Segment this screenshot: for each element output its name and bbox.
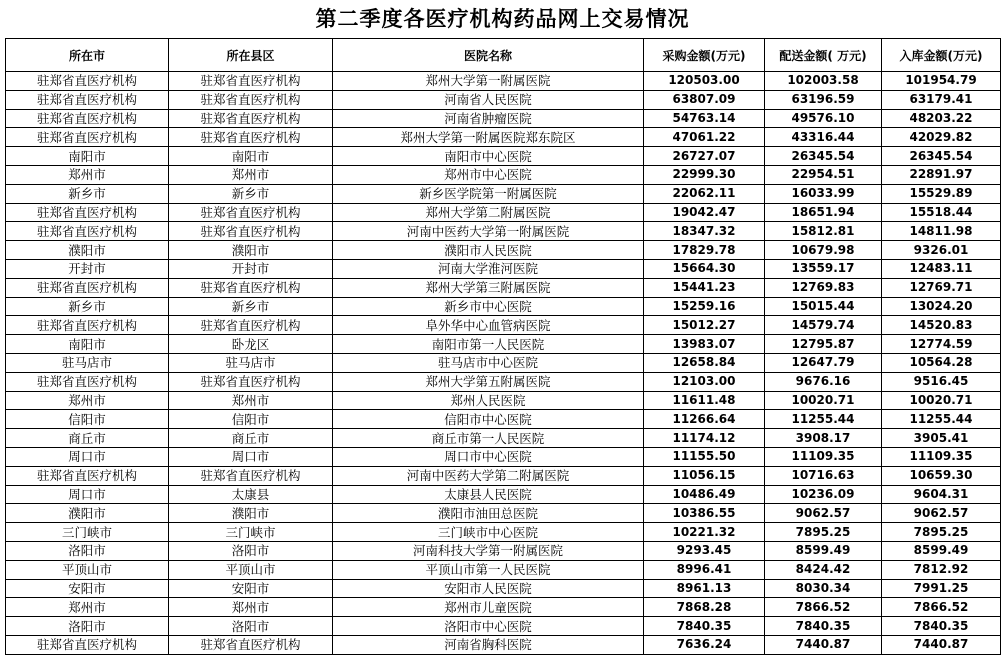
city-cell: 新乡市 <box>6 297 169 316</box>
hospital-name-cell: 安阳市人民医院 <box>333 579 644 598</box>
stock-in-amount-cell: 11255.44 <box>882 410 1001 429</box>
delivery-amount-cell: 10020.71 <box>765 391 882 410</box>
delivery-amount-cell: 12769.83 <box>765 278 882 297</box>
purchase-amount-cell: 11155.50 <box>644 447 765 466</box>
hospital-name-cell: 新乡市中心医院 <box>333 297 644 316</box>
delivery-amount-cell: 14579.74 <box>765 316 882 335</box>
county-cell: 驻郑省直医疗机构 <box>169 316 333 335</box>
table-row <box>6 560 1001 579</box>
stock-in-amount-cell: 14811.98 <box>882 222 1001 241</box>
purchase-amount-cell: 120503.00 <box>644 72 765 91</box>
table-row <box>6 579 1001 598</box>
stock-in-amount-cell: 7440.87 <box>882 635 1001 654</box>
purchase-amount-cell: 10386.55 <box>644 504 765 523</box>
delivery-amount-cell: 13559.17 <box>765 259 882 278</box>
table-row <box>6 259 1001 278</box>
delivery-amount-cell: 7440.87 <box>765 635 882 654</box>
hospital-name-cell: 河南省胸科医院 <box>333 635 644 654</box>
purchase-amount-cell: 11174.12 <box>644 429 765 448</box>
table-body <box>6 72 1001 655</box>
hospital-name-cell: 河南中医药大学第一附属医院 <box>333 222 644 241</box>
purchase-amount-cell: 8961.13 <box>644 579 765 598</box>
table-row <box>6 72 1001 91</box>
county-cell: 驻郑省直医疗机构 <box>169 90 333 109</box>
county-cell: 驻郑省直医疗机构 <box>169 203 333 222</box>
city-cell: 平顶山市 <box>6 560 169 579</box>
city-cell: 周口市 <box>6 485 169 504</box>
city-cell: 驻郑省直医疗机构 <box>6 109 169 128</box>
delivery-amount-cell: 22954.51 <box>765 165 882 184</box>
purchase-amount-cell: 7840.35 <box>644 617 765 636</box>
page-title: 第二季度各医疗机构药品网上交易情况 <box>315 7 690 31</box>
stock-in-amount-cell: 12769.71 <box>882 278 1001 297</box>
header-stock-in-amount: 入库金额(万元) <box>882 39 1001 72</box>
purchase-amount-cell: 47061.22 <box>644 128 765 147</box>
city-cell: 洛阳市 <box>6 541 169 560</box>
transaction-table <box>5 38 1001 655</box>
table-row <box>6 203 1001 222</box>
county-cell: 平顶山市 <box>169 560 333 579</box>
table-row <box>6 109 1001 128</box>
delivery-amount-cell: 8599.49 <box>765 541 882 560</box>
city-cell: 驻郑省直医疗机构 <box>6 90 169 109</box>
delivery-amount-cell: 63196.59 <box>765 90 882 109</box>
county-cell: 驻马店市 <box>169 353 333 372</box>
hospital-name-cell: 周口市中心医院 <box>333 447 644 466</box>
county-cell: 周口市 <box>169 447 333 466</box>
county-cell: 郑州市 <box>169 598 333 617</box>
city-cell: 驻郑省直医疗机构 <box>6 466 169 485</box>
hospital-name-cell: 郑州市儿童医院 <box>333 598 644 617</box>
city-cell: 郑州市 <box>6 598 169 617</box>
purchase-amount-cell: 8996.41 <box>644 560 765 579</box>
city-cell: 驻郑省直医疗机构 <box>6 635 169 654</box>
table-row <box>6 391 1001 410</box>
purchase-amount-cell: 11266.64 <box>644 410 765 429</box>
county-cell: 驻郑省直医疗机构 <box>169 128 333 147</box>
stock-in-amount-cell: 9062.57 <box>882 504 1001 523</box>
city-cell: 新乡市 <box>6 184 169 203</box>
county-cell: 驻郑省直医疗机构 <box>169 278 333 297</box>
table-row <box>6 598 1001 617</box>
hospital-name-cell: 河南省肿瘤医院 <box>333 109 644 128</box>
county-cell: 安阳市 <box>169 579 333 598</box>
header-delivery-amount: 配送金额( 万元) <box>765 39 882 72</box>
city-cell: 南阳市 <box>6 147 169 166</box>
delivery-amount-cell: 10679.98 <box>765 241 882 260</box>
stock-in-amount-cell: 22891.97 <box>882 165 1001 184</box>
city-cell: 驻郑省直医疗机构 <box>6 316 169 335</box>
hospital-name-cell: 濮阳市人民医院 <box>333 241 644 260</box>
county-cell: 驻郑省直医疗机构 <box>169 635 333 654</box>
delivery-amount-cell: 18651.94 <box>765 203 882 222</box>
city-cell: 信阳市 <box>6 410 169 429</box>
delivery-amount-cell: 10716.63 <box>765 466 882 485</box>
purchase-amount-cell: 11056.15 <box>644 466 765 485</box>
county-cell: 驻郑省直医疗机构 <box>169 222 333 241</box>
city-cell: 濮阳市 <box>6 241 169 260</box>
delivery-amount-cell: 12647.79 <box>765 353 882 372</box>
table-row <box>6 222 1001 241</box>
purchase-amount-cell: 17829.78 <box>644 241 765 260</box>
hospital-name-cell: 南阳市中心医院 <box>333 147 644 166</box>
stock-in-amount-cell: 7866.52 <box>882 598 1001 617</box>
city-cell: 安阳市 <box>6 579 169 598</box>
stock-in-amount-cell: 8599.49 <box>882 541 1001 560</box>
table-row <box>6 466 1001 485</box>
table-row <box>6 635 1001 654</box>
delivery-amount-cell: 3908.17 <box>765 429 882 448</box>
header-county: 所在县区 <box>169 39 333 72</box>
county-cell: 太康县 <box>169 485 333 504</box>
delivery-amount-cell: 10236.09 <box>765 485 882 504</box>
table-row <box>6 316 1001 335</box>
delivery-amount-cell: 102003.58 <box>765 72 882 91</box>
delivery-amount-cell: 7895.25 <box>765 523 882 542</box>
stock-in-amount-cell: 26345.54 <box>882 147 1001 166</box>
table-row <box>6 429 1001 448</box>
table-row <box>6 353 1001 372</box>
stock-in-amount-cell: 3905.41 <box>882 429 1001 448</box>
stock-in-amount-cell: 12774.59 <box>882 335 1001 354</box>
delivery-amount-cell: 12795.87 <box>765 335 882 354</box>
county-cell: 驻郑省直医疗机构 <box>169 72 333 91</box>
purchase-amount-cell: 22999.30 <box>644 165 765 184</box>
county-cell: 开封市 <box>169 259 333 278</box>
stock-in-amount-cell: 9604.31 <box>882 485 1001 504</box>
header-purchase-amount: 采购金额(万元) <box>644 39 765 72</box>
stock-in-amount-cell: 7991.25 <box>882 579 1001 598</box>
city-cell: 驻郑省直医疗机构 <box>6 278 169 297</box>
hospital-name-cell: 河南大学淮河医院 <box>333 259 644 278</box>
city-cell: 开封市 <box>6 259 169 278</box>
county-cell: 洛阳市 <box>169 541 333 560</box>
county-cell: 商丘市 <box>169 429 333 448</box>
county-cell: 洛阳市 <box>169 617 333 636</box>
table-row <box>6 90 1001 109</box>
header-hospital-name: 医院名称 <box>333 39 644 72</box>
county-cell: 新乡市 <box>169 297 333 316</box>
delivery-amount-cell: 9062.57 <box>765 504 882 523</box>
hospital-name-cell: 郑州人民医院 <box>333 391 644 410</box>
city-cell: 洛阳市 <box>6 617 169 636</box>
table-row <box>6 241 1001 260</box>
table-row <box>6 372 1001 391</box>
hospital-name-cell: 郑州大学第二附属医院 <box>333 203 644 222</box>
stock-in-amount-cell: 14520.83 <box>882 316 1001 335</box>
stock-in-amount-cell: 9516.45 <box>882 372 1001 391</box>
purchase-amount-cell: 7636.24 <box>644 635 765 654</box>
hospital-name-cell: 河南科技大学第一附属医院 <box>333 541 644 560</box>
purchase-amount-cell: 22062.11 <box>644 184 765 203</box>
county-cell: 卧龙区 <box>169 335 333 354</box>
purchase-amount-cell: 13983.07 <box>644 335 765 354</box>
city-cell: 驻郑省直医疗机构 <box>6 72 169 91</box>
county-cell: 驻郑省直医疗机构 <box>169 466 333 485</box>
city-cell: 周口市 <box>6 447 169 466</box>
purchase-amount-cell: 15664.30 <box>644 259 765 278</box>
stock-in-amount-cell: 7895.25 <box>882 523 1001 542</box>
delivery-amount-cell: 8030.34 <box>765 579 882 598</box>
hospital-name-cell: 阜外华中心血管病医院 <box>333 316 644 335</box>
hospital-name-cell: 太康县人民医院 <box>333 485 644 504</box>
stock-in-amount-cell: 12483.11 <box>882 259 1001 278</box>
city-cell: 三门峡市 <box>6 523 169 542</box>
city-cell: 南阳市 <box>6 335 169 354</box>
stock-in-amount-cell: 10564.28 <box>882 353 1001 372</box>
header-city: 所在市 <box>6 39 169 72</box>
stock-in-amount-cell: 101954.79 <box>882 72 1001 91</box>
city-cell: 郑州市 <box>6 165 169 184</box>
header-row <box>6 39 1001 72</box>
city-cell: 驻郑省直医疗机构 <box>6 128 169 147</box>
delivery-amount-cell: 43316.44 <box>765 128 882 147</box>
table-row <box>6 447 1001 466</box>
city-cell: 商丘市 <box>6 429 169 448</box>
stock-in-amount-cell: 15518.44 <box>882 203 1001 222</box>
delivery-amount-cell: 11109.35 <box>765 447 882 466</box>
delivery-amount-cell: 15015.44 <box>765 297 882 316</box>
hospital-name-cell: 驻马店市中心医院 <box>333 353 644 372</box>
city-cell: 驻马店市 <box>6 353 169 372</box>
delivery-amount-cell: 16033.99 <box>765 184 882 203</box>
purchase-amount-cell: 54763.14 <box>644 109 765 128</box>
purchase-amount-cell: 19042.47 <box>644 203 765 222</box>
delivery-amount-cell: 9676.16 <box>765 372 882 391</box>
hospital-name-cell: 信阳市中心医院 <box>333 410 644 429</box>
county-cell: 信阳市 <box>169 410 333 429</box>
delivery-amount-cell: 11255.44 <box>765 410 882 429</box>
delivery-amount-cell: 7866.52 <box>765 598 882 617</box>
table-row <box>6 297 1001 316</box>
city-cell: 驻郑省直医疗机构 <box>6 203 169 222</box>
stock-in-amount-cell: 7812.92 <box>882 560 1001 579</box>
table-row <box>6 410 1001 429</box>
county-cell: 郑州市 <box>169 391 333 410</box>
purchase-amount-cell: 9293.45 <box>644 541 765 560</box>
hospital-name-cell: 河南省人民医院 <box>333 90 644 109</box>
purchase-amount-cell: 11611.48 <box>644 391 765 410</box>
table-row <box>6 504 1001 523</box>
city-cell: 驻郑省直医疗机构 <box>6 372 169 391</box>
purchase-amount-cell: 18347.32 <box>644 222 765 241</box>
table-row <box>6 147 1001 166</box>
purchase-amount-cell: 26727.07 <box>644 147 765 166</box>
county-cell: 南阳市 <box>169 147 333 166</box>
delivery-amount-cell: 8424.42 <box>765 560 882 579</box>
table-row <box>6 184 1001 203</box>
county-cell: 濮阳市 <box>169 241 333 260</box>
delivery-amount-cell: 15812.81 <box>765 222 882 241</box>
stock-in-amount-cell: 10020.71 <box>882 391 1001 410</box>
hospital-name-cell: 洛阳市中心医院 <box>333 617 644 636</box>
table-row <box>6 541 1001 560</box>
stock-in-amount-cell: 48203.22 <box>882 109 1001 128</box>
county-cell: 驻郑省直医疗机构 <box>169 372 333 391</box>
hospital-name-cell: 三门峡市中心医院 <box>333 523 644 542</box>
delivery-amount-cell: 7840.35 <box>765 617 882 636</box>
purchase-amount-cell: 10221.32 <box>644 523 765 542</box>
purchase-amount-cell: 15441.23 <box>644 278 765 297</box>
hospital-name-cell: 郑州大学第一附属医院 <box>333 72 644 91</box>
stock-in-amount-cell: 9326.01 <box>882 241 1001 260</box>
stock-in-amount-cell: 11109.35 <box>882 447 1001 466</box>
city-cell: 濮阳市 <box>6 504 169 523</box>
table-row <box>6 523 1001 542</box>
hospital-name-cell: 濮阳市油田总医院 <box>333 504 644 523</box>
delivery-amount-cell: 26345.54 <box>765 147 882 166</box>
purchase-amount-cell: 12103.00 <box>644 372 765 391</box>
table-row <box>6 128 1001 147</box>
hospital-name-cell: 郑州大学第五附属医院 <box>333 372 644 391</box>
hospital-name-cell: 郑州市中心医院 <box>333 165 644 184</box>
hospital-name-cell: 郑州大学第一附属医院郑东院区 <box>333 128 644 147</box>
table-row <box>6 278 1001 297</box>
purchase-amount-cell: 15259.16 <box>644 297 765 316</box>
county-cell: 驻郑省直医疗机构 <box>169 109 333 128</box>
delivery-amount-cell: 49576.10 <box>765 109 882 128</box>
stock-in-amount-cell: 7840.35 <box>882 617 1001 636</box>
hospital-name-cell: 南阳市第一人民医院 <box>333 335 644 354</box>
county-cell: 郑州市 <box>169 165 333 184</box>
county-cell: 新乡市 <box>169 184 333 203</box>
purchase-amount-cell: 12658.84 <box>644 353 765 372</box>
stock-in-amount-cell: 42029.82 <box>882 128 1001 147</box>
purchase-amount-cell: 63807.09 <box>644 90 765 109</box>
hospital-name-cell: 新乡医学院第一附属医院 <box>333 184 644 203</box>
purchase-amount-cell: 15012.27 <box>644 316 765 335</box>
hospital-name-cell: 河南中医药大学第二附属医院 <box>333 466 644 485</box>
hospital-name-cell: 平顶山市第一人民医院 <box>333 560 644 579</box>
county-cell: 濮阳市 <box>169 504 333 523</box>
stock-in-amount-cell: 13024.20 <box>882 297 1001 316</box>
purchase-amount-cell: 7868.28 <box>644 598 765 617</box>
table-row <box>6 165 1001 184</box>
table-row <box>6 335 1001 354</box>
city-cell: 驻郑省直医疗机构 <box>6 222 169 241</box>
hospital-name-cell: 郑州大学第三附属医院 <box>333 278 644 297</box>
table-row <box>6 485 1001 504</box>
hospital-name-cell: 商丘市第一人民医院 <box>333 429 644 448</box>
city-cell: 郑州市 <box>6 391 169 410</box>
stock-in-amount-cell: 10659.30 <box>882 466 1001 485</box>
table-row <box>6 617 1001 636</box>
purchase-amount-cell: 10486.49 <box>644 485 765 504</box>
stock-in-amount-cell: 15529.89 <box>882 184 1001 203</box>
county-cell: 三门峡市 <box>169 523 333 542</box>
stock-in-amount-cell: 63179.41 <box>882 90 1001 109</box>
